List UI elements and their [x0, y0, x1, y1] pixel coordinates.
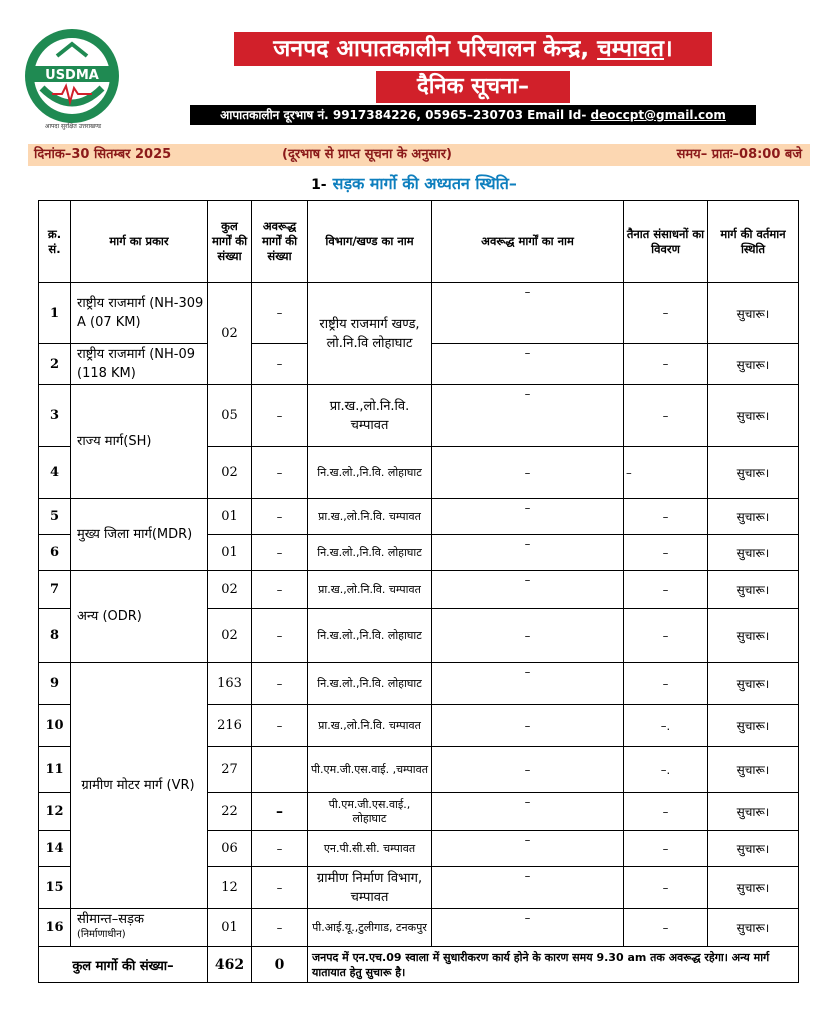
blocked-road-names	[432, 385, 624, 447]
department: ग्रामीण निर्माण विभाग, चम्पावत	[308, 867, 432, 909]
total-roads: 216	[208, 705, 252, 747]
department: प्रा.ख.,लो.नि.वि. चम्पावत	[308, 499, 432, 535]
road-status: सुचारू।	[708, 793, 799, 831]
blocked-road-names-text: –	[524, 501, 531, 515]
blocked-road-names-text: –	[524, 346, 531, 360]
deployed-resources: –	[624, 867, 708, 909]
total-roads: 02	[208, 447, 252, 499]
department: नि.ख.लो.,नि.वि. लोहाघाट	[308, 447, 432, 499]
table-row	[39, 571, 799, 609]
deployed-resources: –	[624, 447, 708, 499]
road-type: मुख्य जिला मार्ग(MDR)	[71, 499, 208, 571]
deployed-resources: –	[624, 499, 708, 535]
email-link[interactable]: deoccpt@gmail.com	[590, 108, 726, 122]
department: राष्ट्रीय राजमार्ग खण्ड, लो.नि.वि लोहाघाट	[308, 283, 432, 385]
blocked-count	[252, 747, 308, 793]
report-date: दिनांक–30 सितम्बर 2025	[34, 147, 172, 162]
total-roads: 01	[208, 909, 252, 947]
serial-number: 3	[39, 385, 71, 447]
department: प्रा.ख.,लो.नि.वि. चम्पावत	[308, 705, 432, 747]
serial-number: 1	[39, 283, 71, 344]
logo-text: USDMA	[45, 68, 99, 83]
road-type: ग्रामीण मोटर मार्ग (VR)	[71, 663, 208, 909]
col-header: मार्ग का प्रकार	[71, 201, 208, 283]
road-status: सुचारू।	[708, 663, 799, 705]
serial-number: 9	[39, 663, 71, 705]
road-type: राष्ट्रीय राजमार्ग (NH-09 (118 KM)	[71, 344, 208, 385]
serial-number: 5	[39, 499, 71, 535]
deployed-resources: –	[624, 344, 708, 385]
road-status: सुचारू।	[708, 283, 799, 344]
deployed-resources: –	[624, 909, 708, 947]
total-roads: 12	[208, 867, 252, 909]
table-row	[39, 385, 799, 447]
road-type: अन्य (ODR)	[71, 571, 208, 663]
deployed-resources: –.	[624, 747, 708, 793]
col-header: विभाग/खण्ड का नाम	[308, 201, 432, 283]
blocked-road-names	[432, 793, 624, 831]
deployed-resources: –	[624, 663, 708, 705]
blocked-count: –	[252, 385, 308, 447]
col-header: कुल मार्गों की संख्या	[208, 201, 252, 283]
date-bar	[28, 144, 810, 166]
blocked-road-names-text: –	[524, 833, 531, 847]
blocked-road-names-text: –	[524, 537, 531, 551]
title-main: जनपद आपातकालीन परिचालन केन्द्र,	[273, 36, 598, 62]
table-row	[39, 909, 799, 947]
table-header-row	[39, 201, 799, 283]
blocked-count: –	[252, 831, 308, 867]
blocked-road-names-text: –	[524, 869, 531, 883]
section-title-text: सड़क मार्गो की अध्यतन स्थिति–	[332, 174, 517, 193]
serial-number: 4	[39, 447, 71, 499]
road-status: सुचारू।	[708, 705, 799, 747]
col-header: तैनात संसाधनों का विवरण	[624, 201, 708, 283]
total-roads: 05	[208, 385, 252, 447]
section-title	[0, 172, 828, 194]
col-header: अवरूद्ध मार्गों का नाम	[432, 201, 624, 283]
department: नि.ख.लो.,नि.वि. लोहाघाट	[308, 609, 432, 663]
total-roads: 22	[208, 793, 252, 831]
blocked-road-names	[432, 535, 624, 571]
road-status: सुचारू।	[708, 571, 799, 609]
total-roads: 01	[208, 535, 252, 571]
road-type-note: (निर्माणाधीन)	[77, 929, 126, 940]
road-type: राज्य मार्ग(SH)	[71, 385, 208, 499]
road-status: सुचारू।	[708, 385, 799, 447]
serial-number: 14	[39, 831, 71, 867]
serial-number: 6	[39, 535, 71, 571]
title-end: ।	[663, 36, 673, 62]
blocked-count: –	[252, 705, 308, 747]
page-title	[234, 32, 712, 66]
logo-tagline: आपदा सुरक्षित उत्तराखण्ड	[44, 123, 102, 130]
total-blocked-count: 0	[252, 947, 308, 983]
blocked-road-names	[432, 663, 624, 705]
blocked-road-names-text: –	[524, 573, 531, 587]
deployed-resources: –	[624, 793, 708, 831]
department: प्रा.ख.,लो.नि.वि. चम्पावत	[308, 571, 432, 609]
blocked-count: –	[252, 535, 308, 571]
blocked-road-names: –	[432, 609, 624, 663]
col-header: अवरूद्ध मार्गों की संख्या	[252, 201, 308, 283]
blocked-road-names	[432, 909, 624, 947]
contact-line	[190, 105, 756, 125]
road-status-table	[38, 200, 799, 983]
department: नि.ख.लो.,नि.वि. लोहाघाट	[308, 663, 432, 705]
blocked-road-names: –	[432, 447, 624, 499]
serial-number: 10	[39, 705, 71, 747]
blocked-road-names-text: –	[524, 387, 531, 401]
deployed-resources: –	[624, 535, 708, 571]
total-roads: 06	[208, 831, 252, 867]
title-place: चम्पावत	[597, 36, 664, 62]
department: नि.ख.लो.,नि.वि. लोहाघाट	[308, 535, 432, 571]
road-status: सुचारू।	[708, 747, 799, 793]
total-roads-count: 462	[208, 947, 252, 983]
blocked-road-names	[432, 283, 624, 344]
road-type: राष्ट्रीय राजमार्ग (NH-309 A (07 KM)	[71, 283, 208, 344]
deployed-resources: –	[624, 571, 708, 609]
blocked-count: –	[252, 283, 308, 344]
section-number: 1-	[311, 177, 327, 193]
blocked-road-names	[432, 867, 624, 909]
table-row	[39, 499, 799, 535]
road-status: सुचारू।	[708, 499, 799, 535]
total-roads: 02	[208, 283, 252, 385]
deployed-resources: –	[624, 385, 708, 447]
blocked-count: –	[252, 344, 308, 385]
report-time: समय– प्रातः–08:00 बजे	[676, 147, 802, 162]
blocked-count: –	[252, 867, 308, 909]
table-row	[39, 663, 799, 705]
road-status: सुचारू।	[708, 909, 799, 947]
department: एन.पी.सी.सी. चम्पावत	[308, 831, 432, 867]
serial-number: 2	[39, 344, 71, 385]
total-label: कुल मार्गो की संख्या–	[39, 947, 208, 983]
blocked-count: –	[252, 571, 308, 609]
road-status: सुचारू।	[708, 447, 799, 499]
road-status: सुचारू।	[708, 867, 799, 909]
table-row	[39, 283, 799, 344]
blocked-count: –	[252, 909, 308, 947]
col-header: मार्ग की वर्तमान स्थिति	[708, 201, 799, 283]
total-roads: 163	[208, 663, 252, 705]
serial-number: 7	[39, 571, 71, 609]
col-header: क्र. सं.	[39, 201, 71, 283]
serial-number: 16	[39, 909, 71, 947]
deployed-resources: –	[624, 609, 708, 663]
road-type-label: सीमान्त–सड़क	[77, 912, 144, 927]
remarks-note: जनपद में एन.एच.09 स्वाला में सुधारीकरण कार्य होने के कारण समय 9.30 am तक अवरूद्ध रहेगा। अन्य मार्ग यातायात हेतु सुचारू है।	[308, 947, 799, 983]
blocked-count: –	[252, 447, 308, 499]
blocked-road-names	[432, 571, 624, 609]
blocked-road-names-text: –	[524, 665, 531, 679]
blocked-road-names: –	[432, 705, 624, 747]
blocked-count: –	[252, 793, 308, 831]
blocked-count: –	[252, 499, 308, 535]
deployed-resources: –.	[624, 705, 708, 747]
blocked-road-names	[432, 344, 624, 385]
usdma-logo	[22, 26, 122, 126]
serial-number: 12	[39, 793, 71, 831]
blocked-road-names	[432, 831, 624, 867]
serial-number: 8	[39, 609, 71, 663]
department: पी.एम.जी.एस.वाई. ,चम्पावत	[308, 747, 432, 793]
road-status: सुचारू।	[708, 344, 799, 385]
deployed-resources: –	[624, 831, 708, 867]
blocked-road-names-text: –	[524, 911, 531, 925]
road-type	[71, 909, 208, 947]
total-row	[39, 947, 799, 983]
total-roads: 02	[208, 571, 252, 609]
department: पी.आई.यू.,टुलीगाड, टनकपुर	[308, 909, 432, 947]
blocked-road-names-text: –	[524, 285, 531, 299]
total-roads: 01	[208, 499, 252, 535]
blocked-road-names: –	[432, 747, 624, 793]
blocked-count: –	[252, 663, 308, 705]
contact-label: आपातकालीन दूरभाष नं. 9917384226, 05965–230703 Email Id-	[220, 108, 591, 122]
info-source: (दूरभाष से प्राप्त सूचना के अनुसार)	[282, 147, 452, 162]
department: प्रा.ख.,लो.नि.वि. चम्पावत	[308, 385, 432, 447]
total-roads: 27	[208, 747, 252, 793]
blocked-road-names	[432, 499, 624, 535]
road-status: सुचारू।	[708, 535, 799, 571]
department: पी.एम.जी.एस.वाई., लोहाघाट	[308, 793, 432, 831]
blocked-road-names-text: –	[524, 795, 531, 809]
serial-number: 15	[39, 867, 71, 909]
total-roads: 02	[208, 609, 252, 663]
deployed-resources: –	[624, 283, 708, 344]
road-status: सुचारू।	[708, 831, 799, 867]
road-status: सुचारू।	[708, 609, 799, 663]
serial-number: 11	[39, 747, 71, 793]
blocked-count: –	[252, 609, 308, 663]
page-subtitle: दैनिक सूचना–	[376, 71, 570, 103]
